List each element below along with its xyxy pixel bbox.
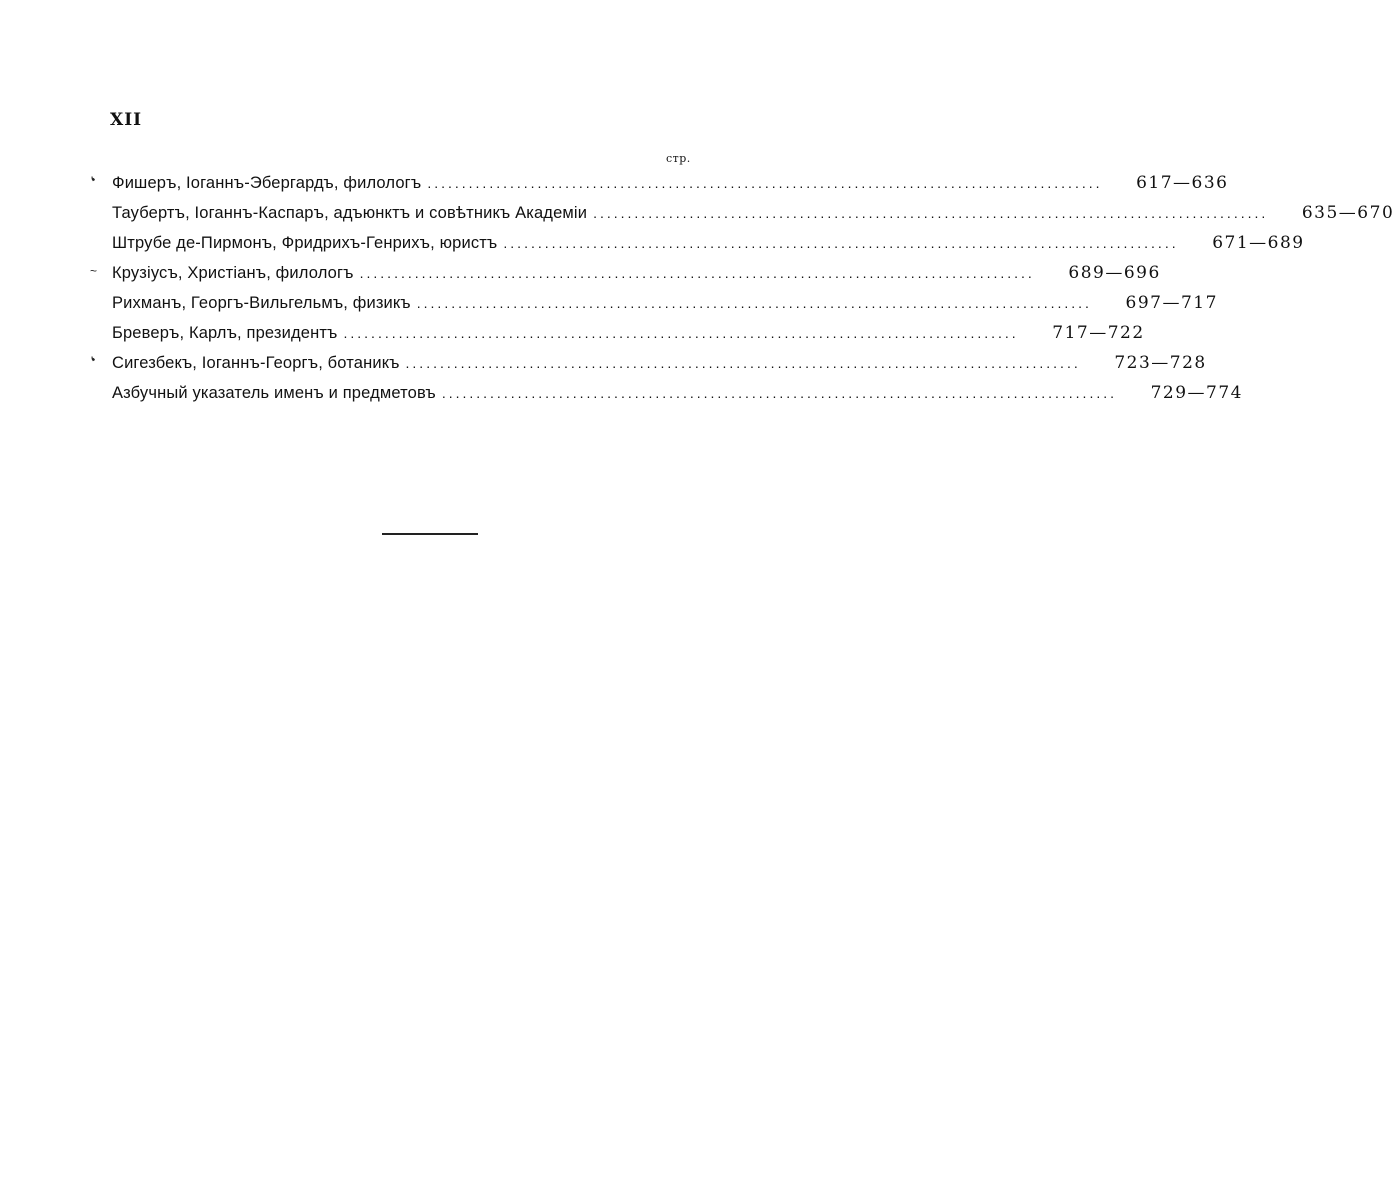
toc-entry [90, 258, 1161, 288]
entry-title: Бреверъ, Карлъ, президентъ [112, 323, 338, 342]
dot-leader: .................................................................................................. [427, 175, 1103, 191]
toc-entry [112, 288, 1218, 318]
entry-title: Крузіусъ, Христіанъ, филологъ [112, 263, 354, 282]
dot-leader: .................................................................................................. [343, 325, 1019, 341]
toc-entry [112, 318, 1145, 348]
end-rule [382, 533, 478, 535]
entry-pages: 717—722 [1052, 323, 1145, 343]
entry-pages: 617—636 [1136, 173, 1229, 193]
dot-leader: .................................................................................................. [593, 205, 1269, 221]
margin-mark: ❛ [88, 172, 101, 190]
entry-pages: 729—774 [1150, 383, 1243, 403]
margin-mark: ❛ [88, 352, 101, 370]
toc-entry [88, 348, 1207, 378]
entry-title: Штрубе де-Пирмонъ, Фридрихъ-Генрихъ, юристъ [112, 233, 498, 252]
table-of-contents [88, 168, 1394, 408]
entry-pages: 635—670 [1301, 203, 1394, 223]
dot-leader: .................................................................................................. [416, 295, 1092, 311]
toc-entry [112, 378, 1243, 408]
dot-leader: .................................................................................................. [441, 385, 1117, 401]
entry-title: Азбучный указатель именъ и предметовъ [112, 383, 436, 402]
page-number: XII [110, 110, 143, 130]
toc-entry [112, 228, 1305, 258]
margin-mark: ~ [90, 264, 98, 278]
column-header-pages: стр. [666, 152, 691, 165]
entry-title: Сигезбекъ, Іоганнъ-Георгъ, ботаникъ [112, 353, 400, 372]
entry-title: Таубертъ, Іоганнъ-Каспаръ, адъюнктъ и совѣтникъ Академіи [112, 203, 588, 222]
dot-leader: .................................................................................................. [405, 355, 1081, 371]
entry-title: Фишеръ, Іоганнъ-Эбергардъ, филологъ [112, 173, 422, 192]
entry-pages: 671—689 [1212, 233, 1305, 253]
toc-entry [112, 198, 1394, 228]
dot-leader: .................................................................................................. [503, 235, 1179, 251]
entry-pages: 723—728 [1114, 353, 1207, 373]
entry-pages: 689—696 [1068, 263, 1161, 283]
entry-pages: 697—717 [1125, 293, 1218, 313]
entry-title: Рихманъ, Георгъ-Вильгельмъ, физикъ [112, 293, 411, 312]
dot-leader: .................................................................................................. [359, 265, 1035, 281]
toc-entry [88, 168, 1229, 198]
